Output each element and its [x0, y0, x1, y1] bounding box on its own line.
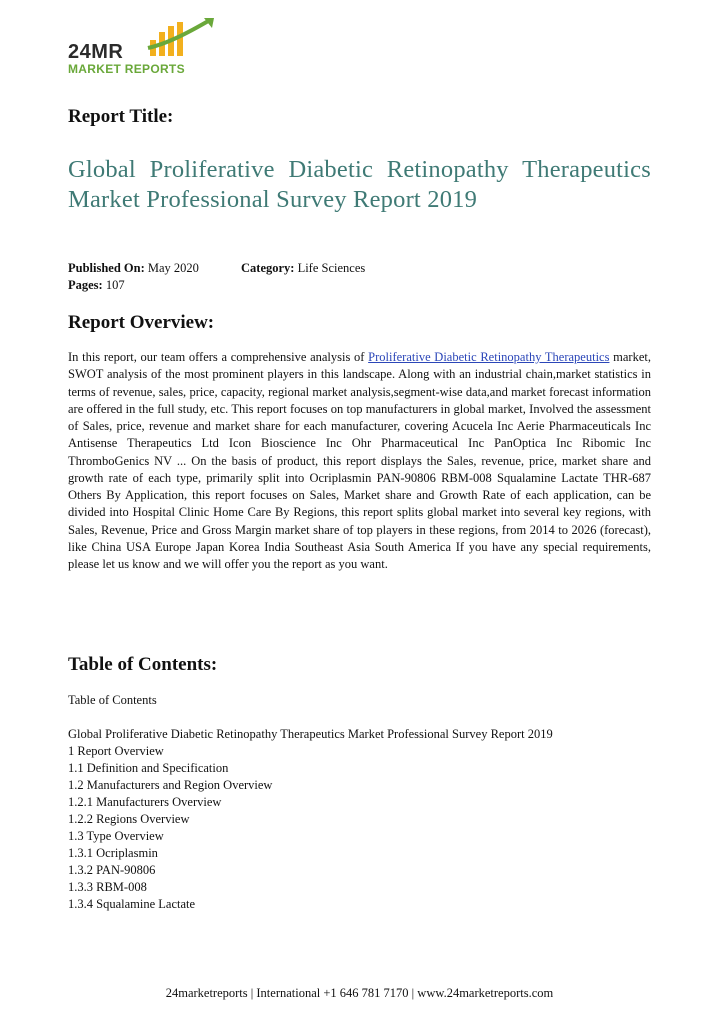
toc-item: 1.3.4 Squalamine Lactate [68, 897, 196, 911]
table-of-contents-heading: Table of Contents: [68, 654, 218, 675]
logo-text-bottom: MARKET REPORTS [68, 62, 185, 76]
product-link[interactable]: Proliferative Diabetic Retinopathy Therapeutics [368, 350, 610, 364]
toc-intro: Table of Contents [68, 693, 157, 707]
report-title-label: Report Title: [68, 106, 174, 127]
logo-text-top: 24MR [68, 41, 124, 63]
category [241, 260, 365, 277]
pages-label: Pages: [68, 278, 103, 292]
company-logo [68, 18, 218, 80]
category-value: Life Sciences [297, 261, 366, 275]
toc-item: 1.2.1 Manufacturers Overview [68, 795, 222, 809]
category-label: Category: [241, 261, 295, 275]
logo-bars-icon [146, 18, 216, 58]
toc-list [68, 726, 553, 913]
pages [68, 277, 125, 294]
overview-text-start: In this report, our team offers a comprehensive analysis of [68, 350, 369, 364]
overview-text-rest: market, SWOT analysis of the most prominent players in this landscape. Along with an industrial chain,market statistics in terms of revenue, sales, price, capacity, regional market analysis,segment-wise data,and market forecast information are offered in the full study, etc. This report focuses on top manufacturers in global market, Involved the assessment of Sales, price, revenue and market share for each manufacturer, covering Acucela Inc Aerie Pharmaceuticals Inc Antisense Therapeutics Ltd Icon Bioscience Inc Ohr Pharmaceutical Inc PanOptica Inc Ribomic Inc ThromboGenics NV ... On the basis of product, this report displays the Sales, revenue, price, market share and growth rate of each type, primarily split into Ocriplasmin PAN-90806 RBM-008 Squalamine Lactate THR-687 Others By Application, this report focuses on Sales, Market share and Growth Rate of each application, can be divided into Hospital Clinic Home Care By Regions, this report splits global market into several key regions, with Sales, Revenue, Price and Gross Margin market share of top players in these regions, from 2014 to 2026 (forecast), like China USA Europe Japan Korea India Southeast Asia South America If you have any special requirements, please let us know and we will offer you the report as you want. [68, 350, 651, 571]
published-value: May 2020 [147, 261, 199, 275]
page-footer [0, 985, 719, 1001]
toc-item: 1.2.2 Regions Overview [68, 812, 190, 826]
toc-item: 1 Report Overview [68, 744, 164, 758]
pages-value: 107 [105, 278, 125, 292]
toc-item: 1.3.2 PAN-90806 [68, 863, 156, 877]
footer-text: 24marketreports | International +1 646 781 7170 | www.24marketreports.com [165, 986, 554, 1000]
toc-item: 1.2 Manufacturers and Region Overview [68, 778, 273, 792]
report-title: Global Proliferative Diabetic Retinopathy Therapeutics Market Professional Survey Report 2019 [68, 156, 651, 213]
toc-item: Global Proliferative Diabetic Retinopathy Therapeutics Market Professional Survey Report 2019 [68, 727, 553, 741]
toc-item: 1.1 Definition and Specification [68, 761, 229, 775]
toc-item: 1.3.3 RBM-008 [68, 880, 147, 894]
toc-item: 1.3 Type Overview [68, 829, 164, 843]
published-on [68, 260, 199, 277]
report-overview-text [68, 349, 651, 573]
toc-item: 1.3.1 Ocriplasmin [68, 846, 158, 860]
report-overview-heading: Report Overview: [68, 312, 215, 333]
published-label: Published On: [68, 261, 145, 275]
